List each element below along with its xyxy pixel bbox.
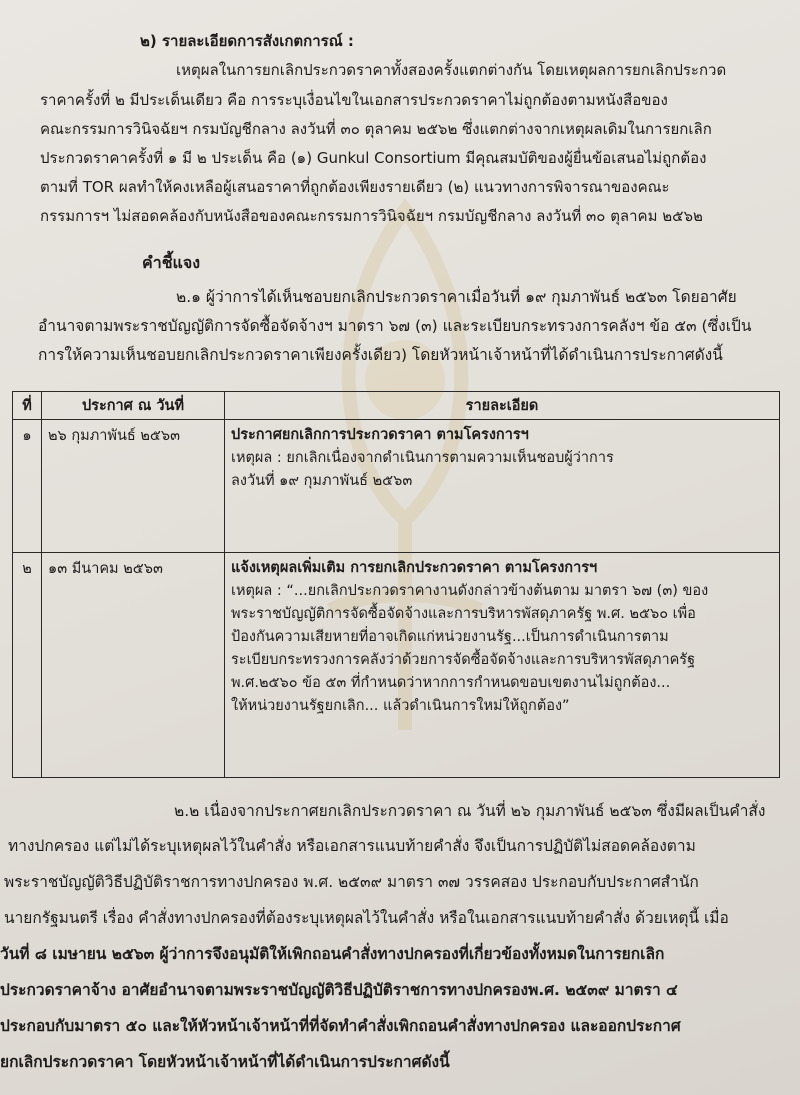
row-date: ๑๓ มีนาคม ๒๕๖๓ <box>42 553 225 778</box>
detail-line: ป้องกันความเสียหายที่อาจเกิดแก่หน่วยงานรัฐ...เป็นการดำเนินการตาม <box>231 629 669 645</box>
explanation-line: อำนาจตามพระราชบัญญัติการจัดซื้อจัดจ้างฯ มาตรา ๖๗ (๓) และระเบียบกระทรวงการคลังฯ ข้อ ๕๓ (ซึ่งเป็น <box>38 317 752 335</box>
section-2-2-line: ทางปกครอง แต่ไม่ได้ระบุเหตุผลไว้ในคำสั่ง หรือเอกสารแนบท้ายคำสั่ง จึงเป็นการปฏิบัติไม่สอดคล้องตาม <box>8 837 696 855</box>
detail-line: ระเบียบกระทรวงการคลังว่าด้วยการจัดซื้อจัดจ้างและการบริหารพัสดุภาครัฐ <box>231 652 696 668</box>
observation-line: กรรมการฯ ไม่สอดคล้องกับหนังสือของคณะกรรมการวินิจฉัยฯ กรมบัญชีกลาง ลงวันที่ ๓๐ ตุลาคม ๒๕๖๒ <box>40 207 703 225</box>
section-2-2-line: ประกวดราคาจ้าง อาศัยอำนาจตามพระราชบัญญัติวิธีปฏิบัติราชการทางปกครองพ.ศ. ๒๕๓๙ มาตรา ๔ <box>0 981 678 999</box>
explanation-heading: คำชี้แจง <box>142 253 201 272</box>
explanation-line: ๒.๑ ผู้ว่าการได้เห็นชอบยกเลิกประกวดราคาเมื่อวันที่ ๑๙ กุมภาพันธ์ ๒๕๖๓ โดยอาศัย <box>176 288 737 306</box>
detail-line: ลงวันที่ ๑๙ กุมภาพันธ์ ๒๕๖๓ <box>231 473 413 489</box>
section-2-2-line: ยกเลิกประกวดราคา โดยหัวหน้าเจ้าหน้าที่ได้ดำเนินการประกาศดังนี้ <box>0 1053 450 1071</box>
detail-line: พ.ศ.๒๕๖๐ ข้อ ๕๓ ที่กำหนดว่าหากการกำหนดขอบเขตงานไม่ถูกต้อง... <box>231 675 671 691</box>
section-2-2-line: นายกรัฐมนตรี เรื่อง คำสั่งทางปกครองที่ต้องระบุเหตุผลไว้ในคำสั่ง หรือในเอกสารแนบท้ายคำสั่ง ด้วยเหตุนี้ เมื่อ <box>4 909 729 927</box>
detail-line: เหตุผล : ยกเลิกเนื่องจากดำเนินการตามความเห็นชอบผู้ว่าการ <box>231 450 614 466</box>
section-2-2-line: ๒.๒ เนื่องจากประกาศยกเลิกประกวดราคา ณ วันที่ ๒๖ กุมภาพันธ์ ๒๕๖๓ ซึ่งมีผลเป็นคำสั่ง <box>174 802 766 820</box>
row-number: ๑ <box>13 420 42 553</box>
explanation-line: การให้ความเห็นชอบยกเลิกประกวดราคาเพียงครั้งเดียว) โดยหัวหน้าเจ้าหน้าที่ได้ดำเนินการประกาศดังนี้ <box>38 346 723 364</box>
table-row <box>13 420 780 553</box>
observation-line: ประกวดราคาครั้งที่ ๑ มี ๒ ประเด็น คือ (๑) Gunkul Consortium มีคุณสมบัติของผู้ยื่นข้อเสนอไม่ถูกต้อง <box>40 149 707 167</box>
row-detail <box>225 420 780 553</box>
row-date: ๒๖ กุมภาพันธ์ ๒๕๖๓ <box>42 420 225 553</box>
observation-line: คณะกรรมการวินิจฉัยฯ กรมบัญชีกลาง ลงวันที่ ๓๐ ตุลาคม ๒๕๖๒ ซึ่งแตกต่างจากเหตุผลเดิมในการยกเลิก <box>40 120 712 138</box>
announcement-table <box>12 391 780 778</box>
section-2-2-line: พระราชบัญญัติวิธีปฏิบัติราชการทางปกครอง พ.ศ. ๒๕๓๙ มาตรา ๓๗ วรรคสอง ประกอบกับประกาศสำนัก <box>4 873 699 891</box>
column-header-no: ที่ <box>13 392 42 420</box>
column-header-date: ประกาศ ณ วันที่ <box>42 392 225 420</box>
observation-line: ราคาครั้งที่ ๒ มีประเด็นเดียว คือ การระบุเงื่อนไขในเอกสารประกวดราคาไม่ถูกต้องตามหนังสือของ <box>40 91 668 109</box>
row-number: ๒ <box>13 553 42 778</box>
section-2-2-line: วันที่ ๘ เมษายน ๒๕๖๓ ผู้ว่าการจึงอนุมัติให้เพิกถอนคำสั่งทางปกครองที่เกี่ยวข้องทั้งหมดในการยกเลิก <box>0 945 665 963</box>
row-detail <box>225 553 780 778</box>
observation-line: ตามที่ TOR ผลทำให้คงเหลือผู้เสนอราคาที่ถูกต้องเพียงรายเดียว (๒) แนวทางการพิจารณาของคณะ <box>40 178 670 196</box>
detail-line: เหตุผล : “...ยกเลิกประกวดราคางานดังกล่าวข้างต้นตาม มาตรา ๖๗ (๓) ของ <box>231 583 709 599</box>
table-row <box>13 553 780 778</box>
section-2-2-line: ประกอบกับมาตรา ๕๐ และให้หัวหน้าเจ้าหน้าที่ที่จัดทำคำสั่งเพิกถอนคำสั่งทางปกครอง และออกประกาศ <box>0 1017 681 1035</box>
observation-heading: ๒) รายละเอียดการสังเกตการณ์ : <box>140 32 354 50</box>
detail-title: แจ้งเหตุผลเพิ่มเติม การยกเลิกประกวดราคา ตามโครงการฯ <box>231 560 598 576</box>
observation-line: เหตุผลในการยกเลิกประกวดราคาทั้งสองครั้งแตกต่างกัน โดยเหตุผลการยกเลิกประกวด <box>176 61 727 79</box>
table-header-row <box>13 392 780 420</box>
detail-title: ประกาศยกเลิกการประกวดราคา ตามโครงการฯ <box>231 427 529 443</box>
detail-line: พระราชบัญญัติการจัดซื้อจัดจ้างและการบริหารพัสดุภาครัฐ พ.ศ. ๒๕๖๐ เพื่อ <box>231 606 696 622</box>
column-header-detail: รายละเอียด <box>225 392 780 420</box>
detail-line: ให้หน่วยงานรัฐยกเลิก... แล้วดำเนินการใหม่ให้ถูกต้อง” <box>231 698 570 714</box>
